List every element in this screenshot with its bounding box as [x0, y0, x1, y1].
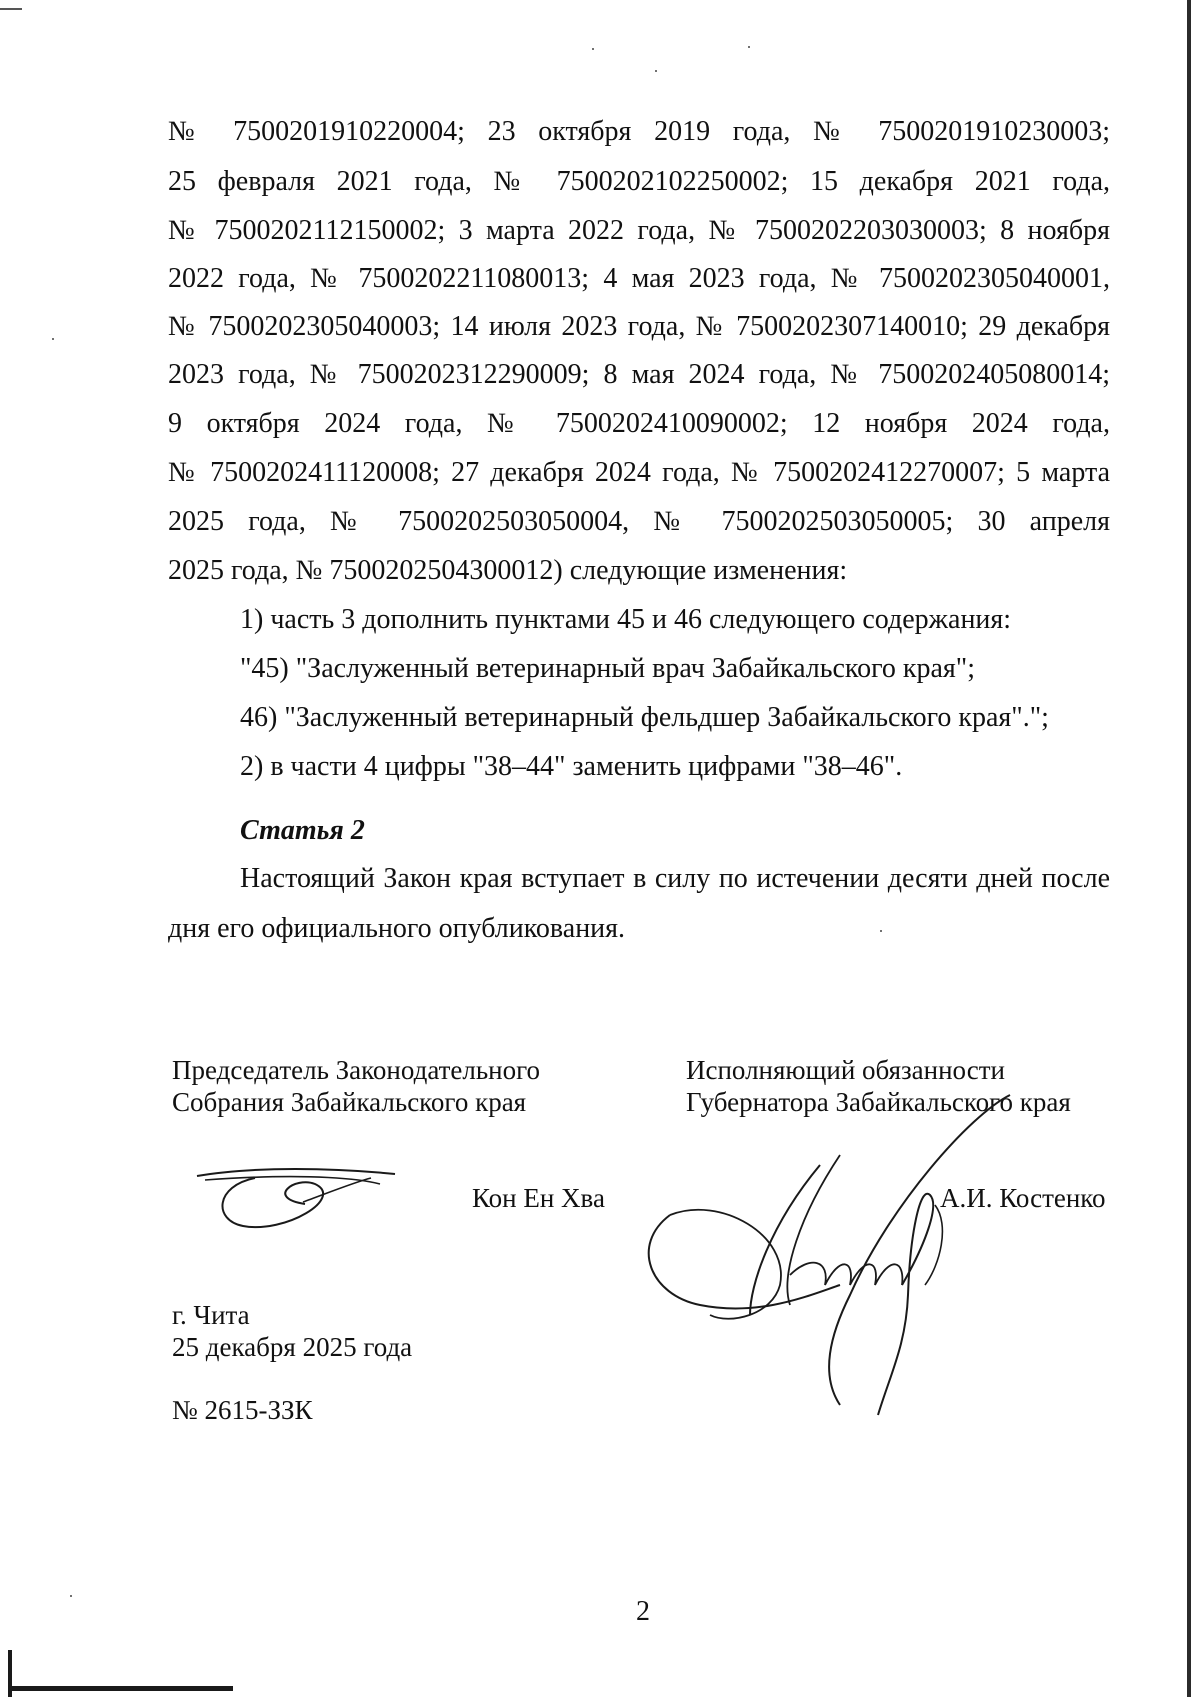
- signature-left: [195, 1158, 405, 1248]
- signatory-right-name: А.И. Костенко: [940, 1183, 1106, 1213]
- scan-speck: [52, 338, 54, 340]
- list-item: 1) часть 3 дополнить пунктами 45 и 46 следующего содержания:: [240, 604, 1012, 635]
- paragraph-line: 2025 года, № 7500202504300012) следующие изменения:: [168, 555, 848, 586]
- list-item: "45) "Заслуженный ветеринарный врач Забайкальского края";: [240, 653, 975, 684]
- scan-mark: [0, 8, 22, 10]
- paragraph-line: 2023 года, № 7500202312290009; 8 мая 2024 года, № 7500202405080014;: [168, 359, 1110, 390]
- article-heading: Статья 2: [240, 815, 365, 846]
- law-number: № 2615-ЗЗК: [172, 1395, 313, 1425]
- scan-speck: [592, 48, 594, 50]
- paragraph-line: № 7500202411120008; 27 декабря 2024 года, № 7500202412270007; 5 марта: [168, 457, 1110, 488]
- paragraph-line: 9 октября 2024 года, № 7500202410090002; 12 ноября 2024 года,: [168, 408, 1110, 439]
- article-text-line: Настоящий Закон края вступает в силу по истечении десяти дней после: [240, 863, 1110, 894]
- page-number: 2: [636, 1596, 650, 1627]
- signature-right: [640, 1085, 1020, 1425]
- scan-speck: [748, 46, 750, 48]
- signatory-left-title: Председатель Законодательного: [172, 1055, 541, 1085]
- law-date: 25 декабря 2025 года: [172, 1332, 413, 1362]
- scan-speck: [655, 70, 657, 72]
- signatory-left-title: Собрания Забайкальского края: [172, 1087, 527, 1117]
- scan-speck: [70, 1595, 72, 1597]
- signatory-left-name: Кон Ен Хва: [472, 1183, 605, 1213]
- signatory-right-title: Исполняющий обязанности: [686, 1055, 1005, 1085]
- scan-edge-right: [1187, 0, 1191, 1697]
- list-item: 46) "Заслуженный ветеринарный фельдшер Забайкальского края".";: [240, 702, 1049, 733]
- paragraph-line: № 7500202112150002; 3 марта 2022 года, № 7500202203030003; 8 ноября: [168, 215, 1110, 246]
- paragraph-line: № 7500201910220004; 23 октября 2019 года, № 7500201910230003;: [168, 116, 1110, 147]
- paragraph-line: 2022 года, № 7500202211080013; 4 мая 2023 года, № 7500202305040001,: [168, 263, 1110, 294]
- paragraph-line: 25 февраля 2021 года, № 7500202102250002; 15 декабря 2021 года,: [168, 166, 1110, 197]
- paragraph-line: № 7500202305040003; 14 июля 2023 года, № 7500202307140010; 29 декабря: [168, 311, 1110, 342]
- scan-edge-bottom: [8, 1686, 233, 1691]
- list-item: 2) в части 4 цифры "38–44" заменить цифрами "38–46".: [240, 751, 903, 782]
- signatory-right-title: Губернатора Забайкальского края: [686, 1087, 1071, 1117]
- city: г. Чита: [172, 1300, 250, 1330]
- article-text-line: дня его официального опубликования.: [168, 913, 626, 944]
- paragraph-line: 2025 года, № 7500202503050004, № 7500202503050005; 30 апреля: [168, 506, 1110, 537]
